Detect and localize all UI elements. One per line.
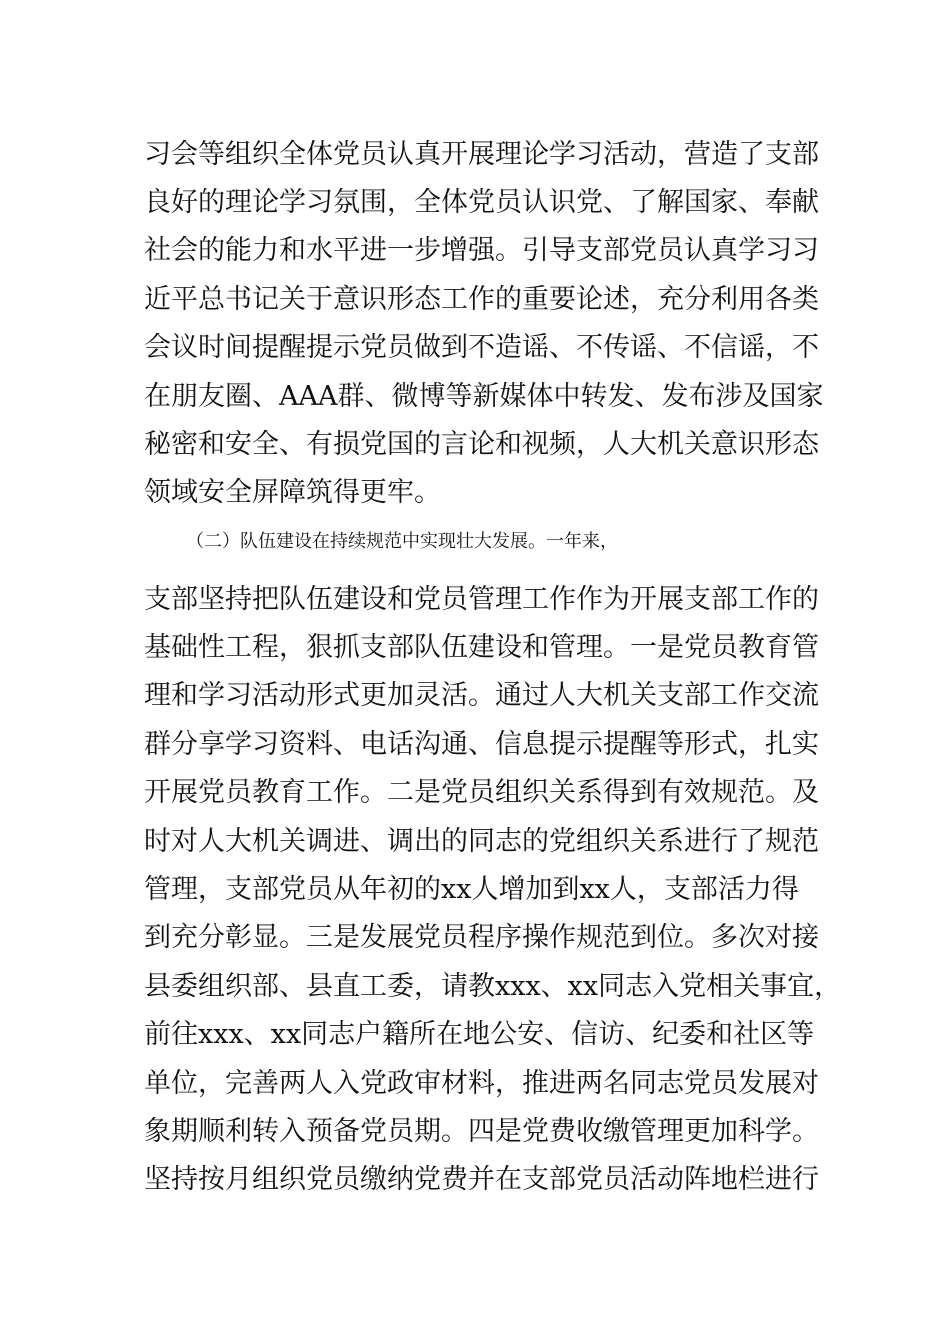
- paragraph-2-line-5: 群分享学习资料、电话沟通、信息提示提醒等形式，扎实: [144, 729, 819, 760]
- paragraph-1-line-8: 领域安全屏障筑得更牢。: [144, 477, 441, 508]
- paragraph-2-line-13: 象期顺利转入预备党员期。四是党费收缴管理更加科学。: [144, 1116, 819, 1147]
- paragraph-2-line-8: 管理，支部党员从年初的xx人增加到xx人，支部活力得: [144, 874, 799, 905]
- paragraph-1-line-2: 良好的理论学习氛围，全体党员认识党、了解国家、奉献: [144, 187, 819, 218]
- paragraph-1-line-4: 近平总书记关于意识形态工作的重要论述，充分利用各类: [144, 284, 819, 315]
- paragraph-2-line-10: 县委组织部、县直工委，请教xxx、xx同志入党相关事宜，: [144, 971, 842, 1002]
- paragraph-2-line-12: 单位，完善两人入党政审材料，推进两名同志党员发展对: [144, 1068, 819, 1099]
- paragraph-2-line-1: （二）队伍建设在持续规范中实现壮大发展。一年来，: [186, 531, 618, 552]
- paragraph-2-line-3: 基础性工程，狠抓支部队伍建设和管理。一是党员教育管: [144, 632, 819, 663]
- paragraph-2-line-14: 坚持按月组织党员缴纳党费并在支部党员活动阵地栏进行: [144, 1164, 819, 1195]
- paragraph-2-line-6: 开展党员教育工作。二是党员组织关系得到有效规范。及: [144, 777, 819, 808]
- paragraph-2-line-9: 到充分彰显。三是发展党员程序操作规范到位。多次对接: [144, 922, 819, 953]
- paragraph-1-line-6: 在朋友圈、AAA群、微博等新媒体中转发、发布涉及国家: [144, 381, 824, 412]
- paragraph-1-line-3: 社会的能力和水平进一步增强。引导支部党员认真学习习: [144, 235, 819, 266]
- paragraph-2-line-2: 支部坚持把队伍建设和党员管理工作作为开展支部工作的: [144, 584, 819, 615]
- paragraph-1-line-7: 秘密和安全、有损党国的言论和视频，人大机关意识形态: [144, 429, 819, 460]
- paragraph-1-line-1: 习会等组织全体党员认真开展理论学习活动，营造了支部: [144, 139, 819, 170]
- paragraph-1-line-5: 会议时间提醒提示党员做到不造谣、不传谣、不信谣，不: [144, 332, 819, 363]
- paragraph-2-line-11: 前往xxx、xx同志户籍所在地公安、信访、纪委和社区等: [144, 1019, 815, 1050]
- paragraph-2-line-4: 理和学习活动形式更加灵活。通过人大机关支部工作交流: [144, 680, 819, 711]
- paragraph-2-line-7: 时对人大机关调进、调出的同志的党组织关系进行了规范: [144, 826, 819, 857]
